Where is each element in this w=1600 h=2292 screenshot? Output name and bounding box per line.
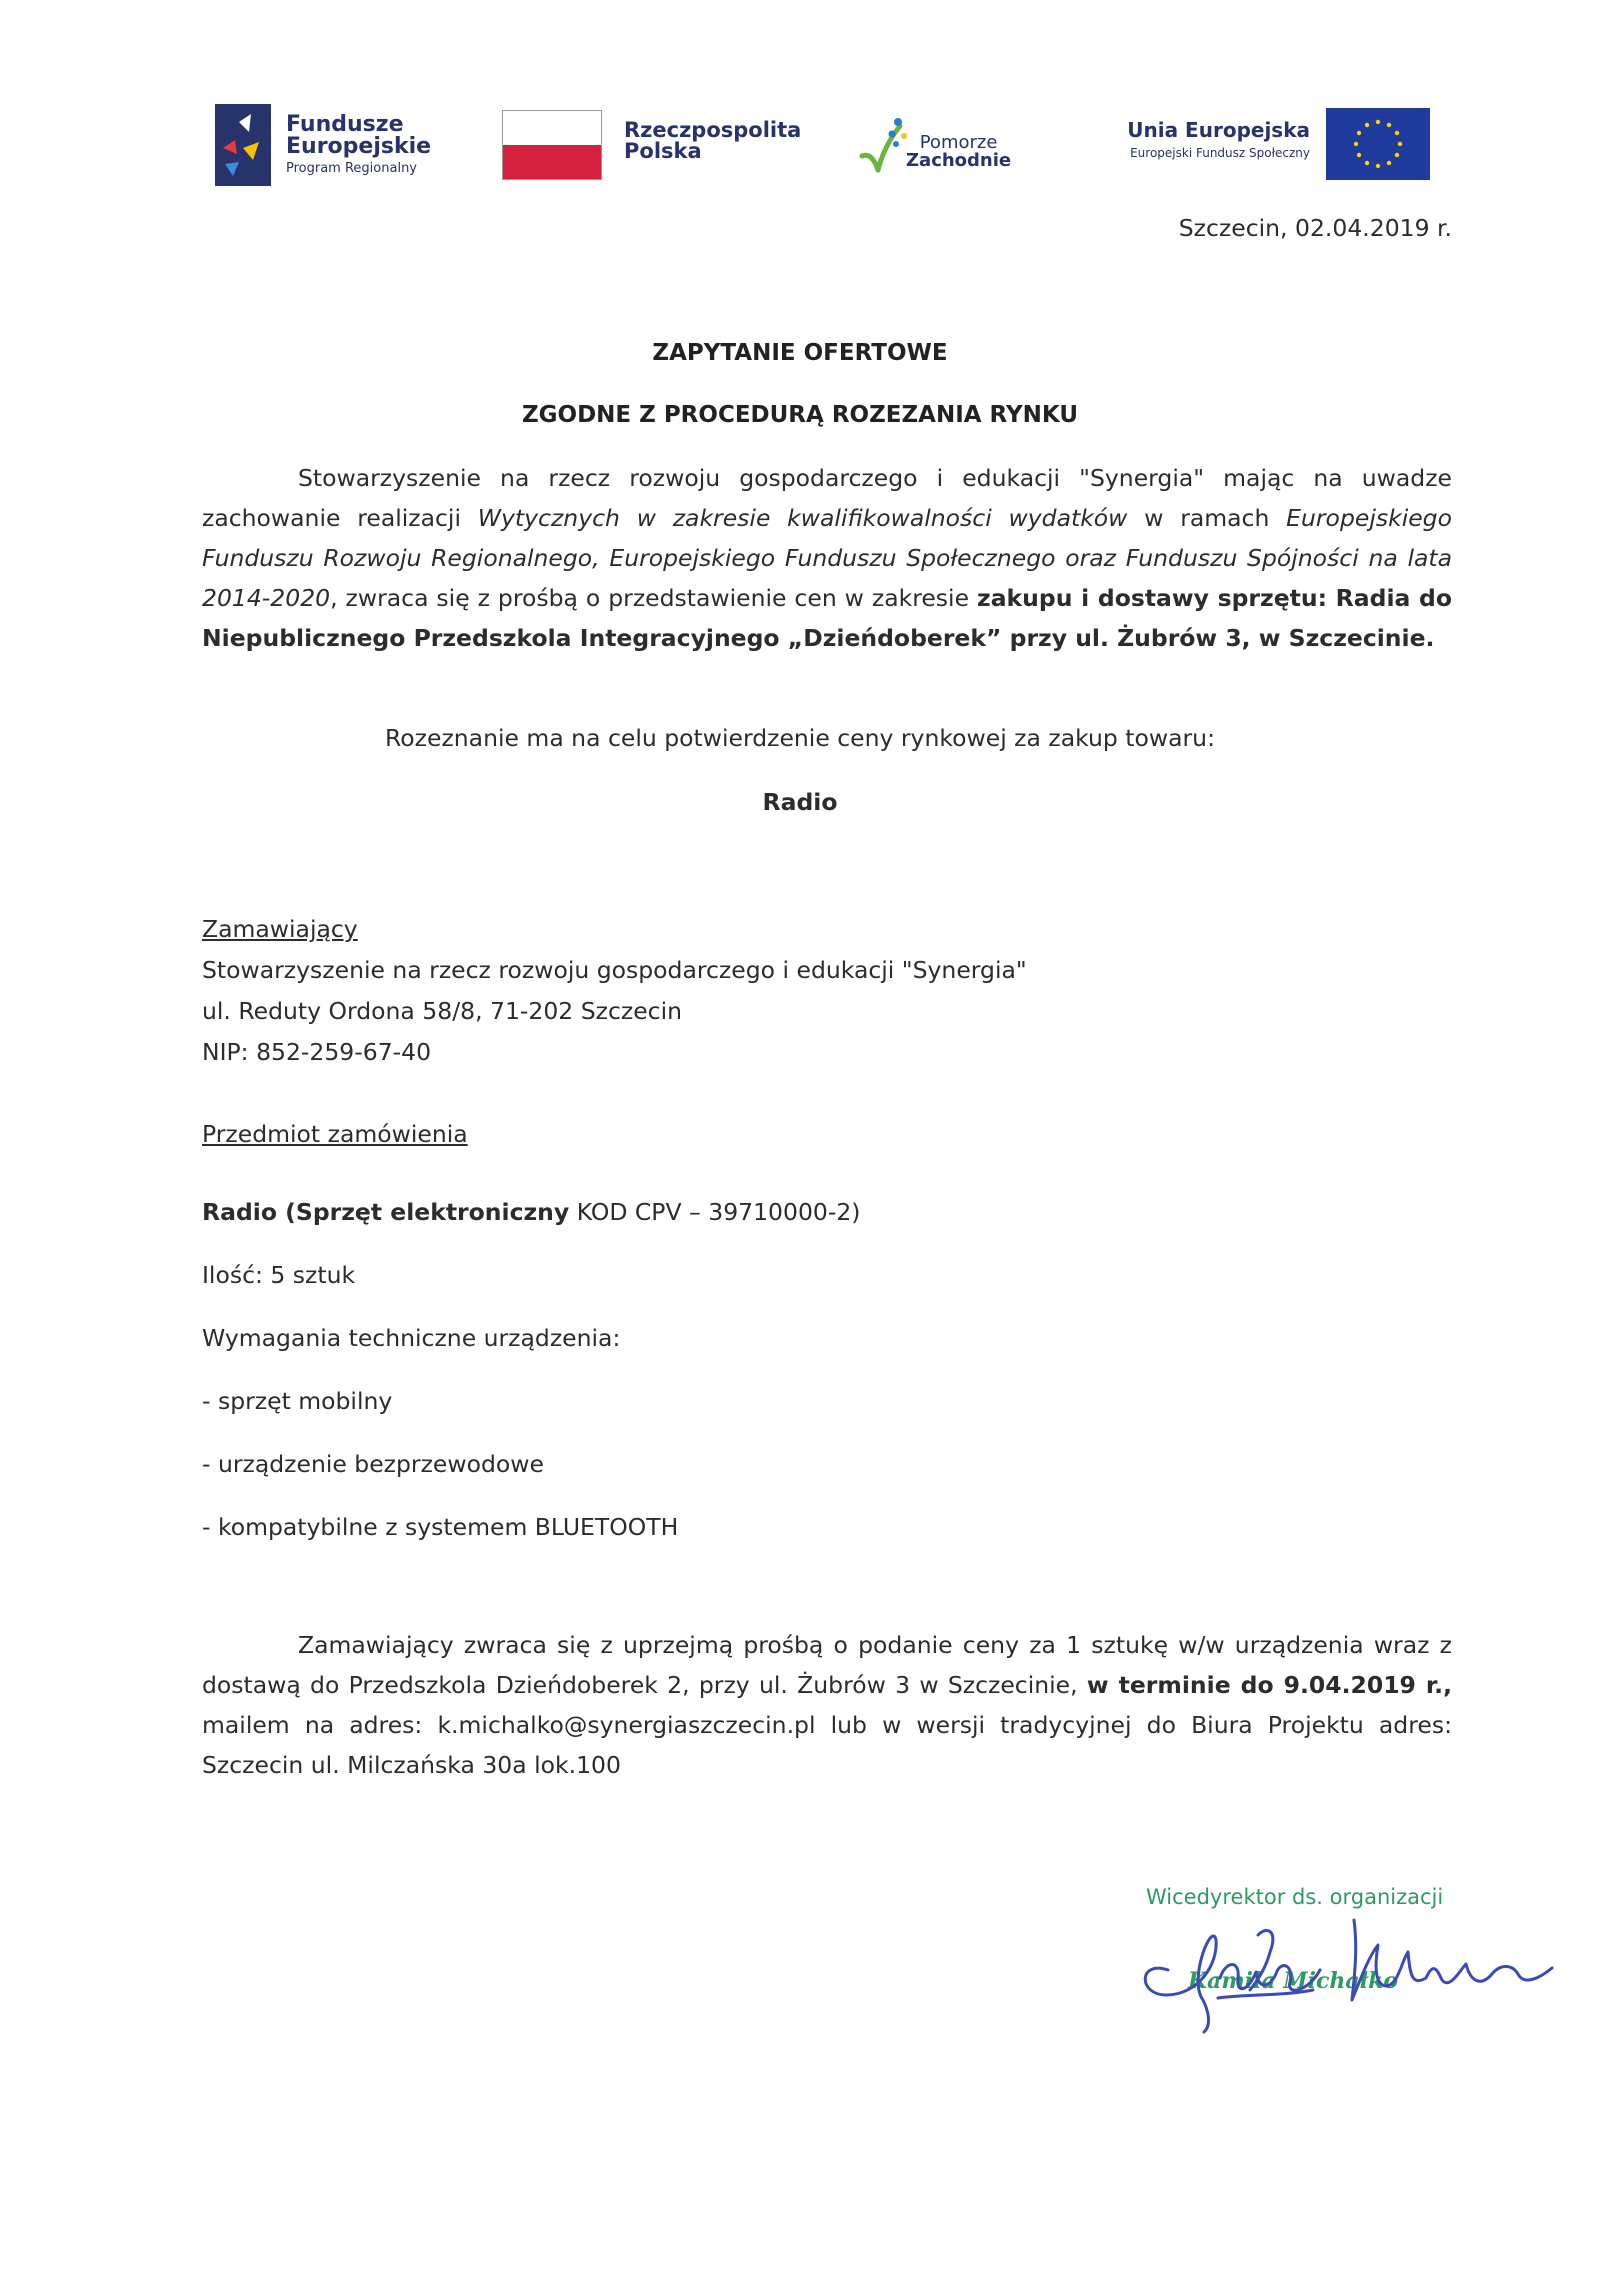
stamp-title: Wicedyrektor ds. organizacji [1146, 1885, 1444, 1909]
unia-europejska-logo [1085, 118, 1310, 160]
rzeczpospolita-polska-logo [624, 120, 801, 163]
pz-line-2: Zachodnie [906, 150, 1012, 171]
purpose-line: Rozeznanie ma na celu potwierdzenie ceny rynkowej za zakup towaru: [385, 724, 1215, 752]
intro-text-3: w ramach [1127, 504, 1287, 532]
subject-item-cpv: KOD CPV – 39710000-2) [569, 1198, 861, 1226]
pomorze-zachodnie-logo [906, 134, 1011, 170]
orderer-nip: NIP: 852-259-67-40 [202, 1038, 432, 1066]
intro-text-scope: zakupu i dostawy sprzętu: Radia do Niepublicznego Przedszkola Integracyjnego „Dzieńdoberek” przy ul. Żubrów 3, w Szczecinie. [202, 584, 1453, 652]
pz-line-1: Pomorze [919, 132, 998, 153]
intro-text-funds: Europejskiego Funduszu Rozwoju Regionalnego, Europejskiego Funduszu Społecznego oraz Funduszu Spójności na lata 2014-2020 [202, 504, 1452, 612]
rp-line-1: Rzeczpospolita [624, 118, 802, 142]
orderer-label: Zamawiający [202, 915, 358, 943]
fe-subtitle: Program Regionalny [286, 160, 417, 176]
polish-flag-icon [502, 110, 602, 180]
requirement-item: - urządzenie bezprzewodowe [202, 1450, 544, 1478]
document-date: Szczecin, 02.04.2019 r. [1178, 214, 1452, 242]
subject-quantity: Ilość: 5 sztuk [202, 1261, 356, 1289]
fe-title-2: Europejskie [286, 134, 432, 160]
fundusze-europejskie-logo-icon [215, 104, 271, 186]
handwritten-signature-icon [1108, 1860, 1568, 2040]
ue-title: Unia Europejska [1127, 118, 1310, 142]
eu-flag-icon [1326, 108, 1430, 180]
intro-text-guidelines: Wytycznych w zakresie kwalifikowalności wydatków [477, 504, 1128, 532]
fundusze-europejskie-logo [286, 114, 431, 175]
request-deadline: w terminie do 9.04.2019 r., [1086, 1671, 1452, 1699]
subject-item [202, 1198, 860, 1226]
orderer-address: ul. Reduty Ordona 58/8, 71-202 Szczecin [202, 997, 683, 1025]
subject-item-name: Radio (Sprzęt elektroniczny [202, 1198, 570, 1226]
subject-label: Przedmiot zamówienia [202, 1120, 468, 1148]
document-title: ZAPYTANIE OFERTOWE [652, 340, 948, 366]
requirements-label: Wymagania techniczne urządzenia: [202, 1324, 621, 1352]
intro-paragraph [202, 458, 1452, 658]
request-paragraph [202, 1625, 1452, 1785]
fe-title-1: Fundusze [286, 112, 404, 137]
intro-text-1: Stowarzyszenie na rzecz rozwoju gospodarczego i edukacji "Synergia" mając na uwadze zachowanie realizacji [202, 464, 1452, 532]
requirement-item: - sprzęt mobilny [202, 1387, 393, 1415]
document-subtitle: ZGODNE Z PROCEDURĄ ROZEZANIA RYNKU [521, 402, 1079, 428]
request-text-1: Zamawiający zwraca się z uprzejmą prośbą o podanie ceny za 1 sztukę w/w urządzenia wraz z dostawą do Przedszkola Dzieńdoberek 2, przy ul. Żubrów 3 w Szczecinie, [202, 1631, 1452, 1699]
item-title: Radio [762, 788, 838, 816]
intro-text-5: , zwraca się z prośbą o przedstawienie cen w zakresie [330, 584, 978, 612]
ue-subtitle: Europejski Fundusz Społeczny [1130, 146, 1310, 160]
request-text-3: mailem na adres: k.michalko@synergiaszczecin.pl lub w wersji tradycyjnej do Biura Projektu adres: Szczecin ul. Milczańska 30a lok.100 [202, 1711, 1452, 1779]
orderer-name: Stowarzyszenie na rzecz rozwoju gospodarczego i edukacji "Synergia" [202, 956, 1027, 984]
requirement-item: - kompatybilne z systemem BLUETOOTH [202, 1513, 679, 1541]
rp-line-2: Polska [624, 139, 702, 164]
stamp-name: Kamila Michałko [1188, 1968, 1399, 1994]
